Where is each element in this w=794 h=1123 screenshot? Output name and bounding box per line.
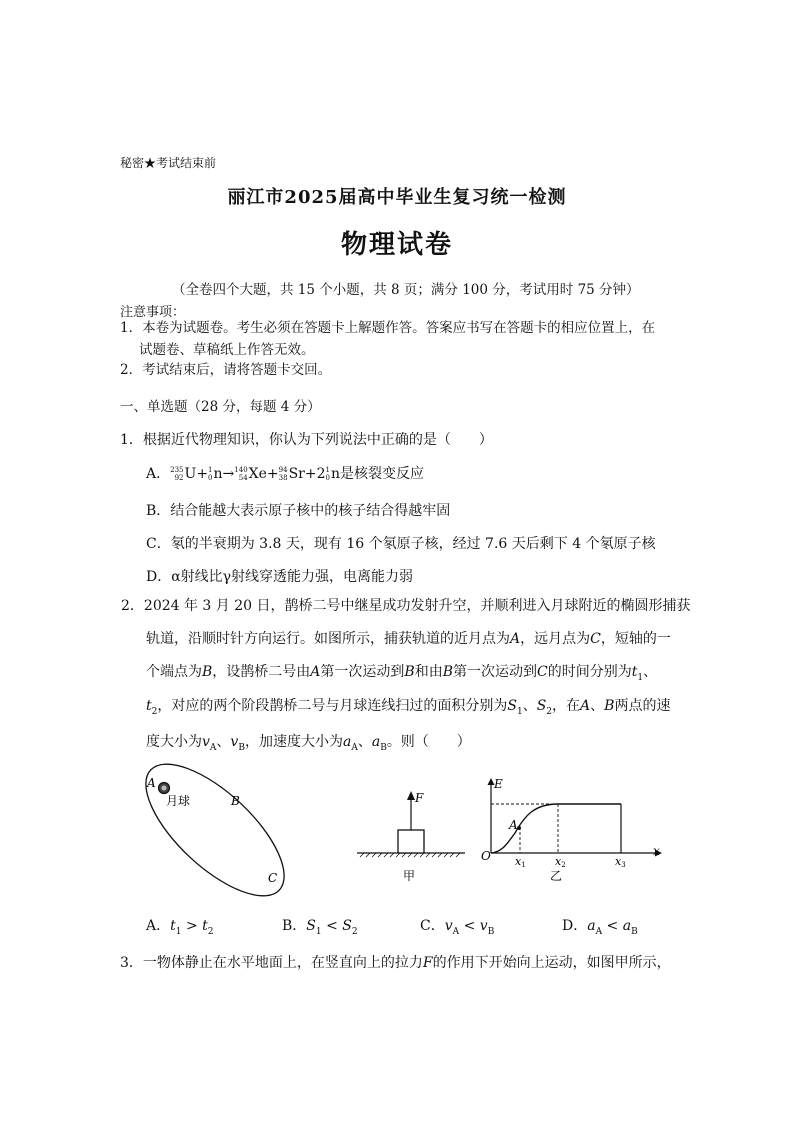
option-text: 是核裂变反应 <box>340 466 425 482</box>
subscript: 1 <box>315 926 322 937</box>
var: F <box>422 955 433 971</box>
text: 、 <box>357 734 372 750</box>
text: 。则（ ） <box>386 734 471 750</box>
q3-stem <box>120 952 671 972</box>
text: 轨道，沿顺时针方向运行。如图所示，捕获轨道的近月点为 <box>146 631 510 647</box>
option-label: D． <box>562 918 588 934</box>
var: B <box>604 698 615 714</box>
element-symbol: Xe <box>248 466 267 482</box>
text: 的时间分别为 <box>547 664 632 680</box>
text: 两点的速 <box>614 698 671 714</box>
text: 第一次运动到 <box>453 664 538 680</box>
var: v <box>444 918 453 934</box>
x-axis-label: x <box>653 844 660 858</box>
text: 的作用下开始向上运动，如图甲所示， <box>432 955 671 971</box>
tick-x1: x1 <box>515 855 526 869</box>
operator: < <box>602 918 623 934</box>
subscript: A <box>351 742 358 753</box>
text: 度大小为 <box>146 734 202 750</box>
arrow: → <box>222 466 235 482</box>
var: t <box>631 664 638 680</box>
subscript: B <box>487 926 495 937</box>
atomic-number: 0 <box>325 474 330 482</box>
moon-highlight <box>162 786 167 791</box>
plus: + <box>266 466 279 482</box>
text: ，加速度大小为 <box>244 734 343 750</box>
var: t <box>202 918 208 934</box>
figure-jia-label: 甲 <box>403 869 416 883</box>
subscript: A <box>595 926 603 937</box>
text: ，短轴的一 <box>600 631 671 647</box>
q1-option-c: C．氡的半衰期为 3.8 天，现有 16 个氡原子核，经过 7.6 天后剩下 4 个氡原子核 <box>146 536 656 552</box>
text: ，在 <box>552 698 581 714</box>
tick-x2: x2 <box>555 855 566 869</box>
subscript: B <box>631 926 638 937</box>
subscript: 2 <box>207 926 214 937</box>
var: a <box>622 918 632 934</box>
orbit-figure <box>125 743 304 917</box>
atomic-number: 0 <box>208 474 213 482</box>
e-axis-label: E <box>494 777 503 791</box>
coefficient: 2 <box>316 466 326 482</box>
text: 、 <box>643 664 658 680</box>
var: S <box>536 698 547 714</box>
element-symbol: n <box>331 466 341 482</box>
orbit-ellipse <box>125 743 304 917</box>
subscript: 2 <box>351 926 358 937</box>
var: S <box>342 918 352 934</box>
option-label: A． <box>146 918 171 934</box>
var: A <box>580 698 591 714</box>
var: C <box>537 664 548 680</box>
orbit-label-a: A <box>147 776 156 790</box>
note-item-1: 1．本卷为试题卷。考生必须在答题卡上解题作答。答案应书写在答题卡的相应位置上，在 <box>120 320 656 336</box>
figure-yi-label: 乙 <box>550 869 563 883</box>
subscript: 2 <box>546 706 553 717</box>
section-heading: 一、单选题（28 分，每题 4 分） <box>120 399 321 415</box>
var: a <box>342 734 352 750</box>
figure-yi <box>481 777 662 883</box>
exam-info: （全卷四个大题，共 15 个小题，共 8 页；满分 100 分，考试用时 75 分钟） <box>172 282 640 298</box>
option-label: C． <box>420 918 445 934</box>
element-symbol: U <box>184 466 197 482</box>
element-symbol: Sr <box>288 466 305 482</box>
var: S <box>306 918 316 934</box>
subscript: B <box>238 742 245 753</box>
subscript: 1 <box>175 926 182 937</box>
var: a <box>587 918 596 934</box>
text: ，设鹊桥二号由 <box>212 664 311 680</box>
q1-stem: 1．根据近代物理知识，你认为下列说法中正确的是（ ） <box>120 432 493 448</box>
q2-option-a <box>146 915 214 937</box>
mass-number: 235 <box>170 466 184 474</box>
mass-number: 1 <box>208 466 213 474</box>
var: A <box>510 631 521 647</box>
arrow-head-icon <box>407 791 415 800</box>
note-item-1-cont: 试题卷、草稿纸上作答无效。 <box>139 342 315 358</box>
var: v <box>202 734 210 750</box>
var: C <box>590 631 601 647</box>
mass-number: 94 <box>278 466 288 474</box>
element-symbol: n <box>213 466 223 482</box>
var: B <box>404 664 415 680</box>
confidential-label: 秘密★考试结束前 <box>120 156 217 170</box>
figure-jia <box>357 791 465 883</box>
text: 个端点为 <box>146 664 202 680</box>
q1-option-d: D．α射线比γ射线穿透能力强，电离能力弱 <box>146 569 414 585</box>
text: 、 <box>522 698 537 714</box>
atomic-number: 54 <box>238 474 248 482</box>
q2-option-c <box>420 915 494 937</box>
q2-line-1: 2．2024 年 3 月 20 日，鹊桥二号中继星成功发射升空，并顺利进入月球附近的椭圆形捕获 <box>121 598 691 614</box>
mass-number: 140 <box>234 466 248 474</box>
point-a-label: A <box>509 818 518 832</box>
operator: < <box>459 918 480 934</box>
q2-option-d <box>562 915 638 937</box>
var: t <box>170 918 176 934</box>
orbit-label-b: B <box>231 794 240 808</box>
text: 、 <box>216 734 231 750</box>
var: t <box>146 698 152 714</box>
q1-option-b: B．结合能越大表示原子核中的核子结合得越牢固 <box>146 503 451 519</box>
var: a <box>371 734 381 750</box>
text: ，远月点为 <box>520 631 591 647</box>
var: S <box>507 698 517 714</box>
text: ，对应的两个阶段鹊桥二号与月球连线扫过的面积分别为 <box>157 698 508 714</box>
subscript: 2 <box>151 706 158 717</box>
plus: + <box>304 466 317 482</box>
force-label: F <box>415 791 424 805</box>
atomic-number: 92 <box>174 474 184 482</box>
q2-option-b <box>282 915 358 937</box>
var: v <box>479 918 488 934</box>
origin-label: O <box>481 849 491 863</box>
var: B <box>202 664 213 680</box>
note-item-2: 2．考试结束后，请将答题卡交回。 <box>120 362 332 378</box>
text: 、 <box>590 698 605 714</box>
plus: + <box>196 466 209 482</box>
operator: < <box>321 918 343 934</box>
block <box>398 830 424 853</box>
tick-x3: x3 <box>615 855 626 869</box>
option-label: B． <box>282 918 307 934</box>
subscript: 1 <box>637 672 644 683</box>
notes-heading: 注意事项： <box>120 305 186 320</box>
subscript: 1 <box>516 706 523 717</box>
var: v <box>230 734 239 750</box>
text: 和由 <box>414 664 443 680</box>
option-label: A． <box>146 466 171 482</box>
var: B <box>442 664 454 680</box>
text: 3．一物体静止在水平地面上，在竖直向上的拉力 <box>120 955 423 971</box>
subject-title: 物理试卷 <box>340 230 453 260</box>
text: 第一次运动到 <box>320 664 405 680</box>
exam-title: 丽江市2025届高中毕业生复习统一检测 <box>227 187 567 208</box>
moon-label: 月球 <box>166 794 191 808</box>
var: A <box>310 664 321 680</box>
mass-number: 1 <box>325 466 330 474</box>
atomic-number: 38 <box>278 474 288 482</box>
subscript: B <box>380 742 387 753</box>
subscript: A <box>209 742 217 753</box>
subscript: A <box>452 926 460 937</box>
orbit-label-c: C <box>268 871 278 885</box>
operator: > <box>181 918 203 934</box>
